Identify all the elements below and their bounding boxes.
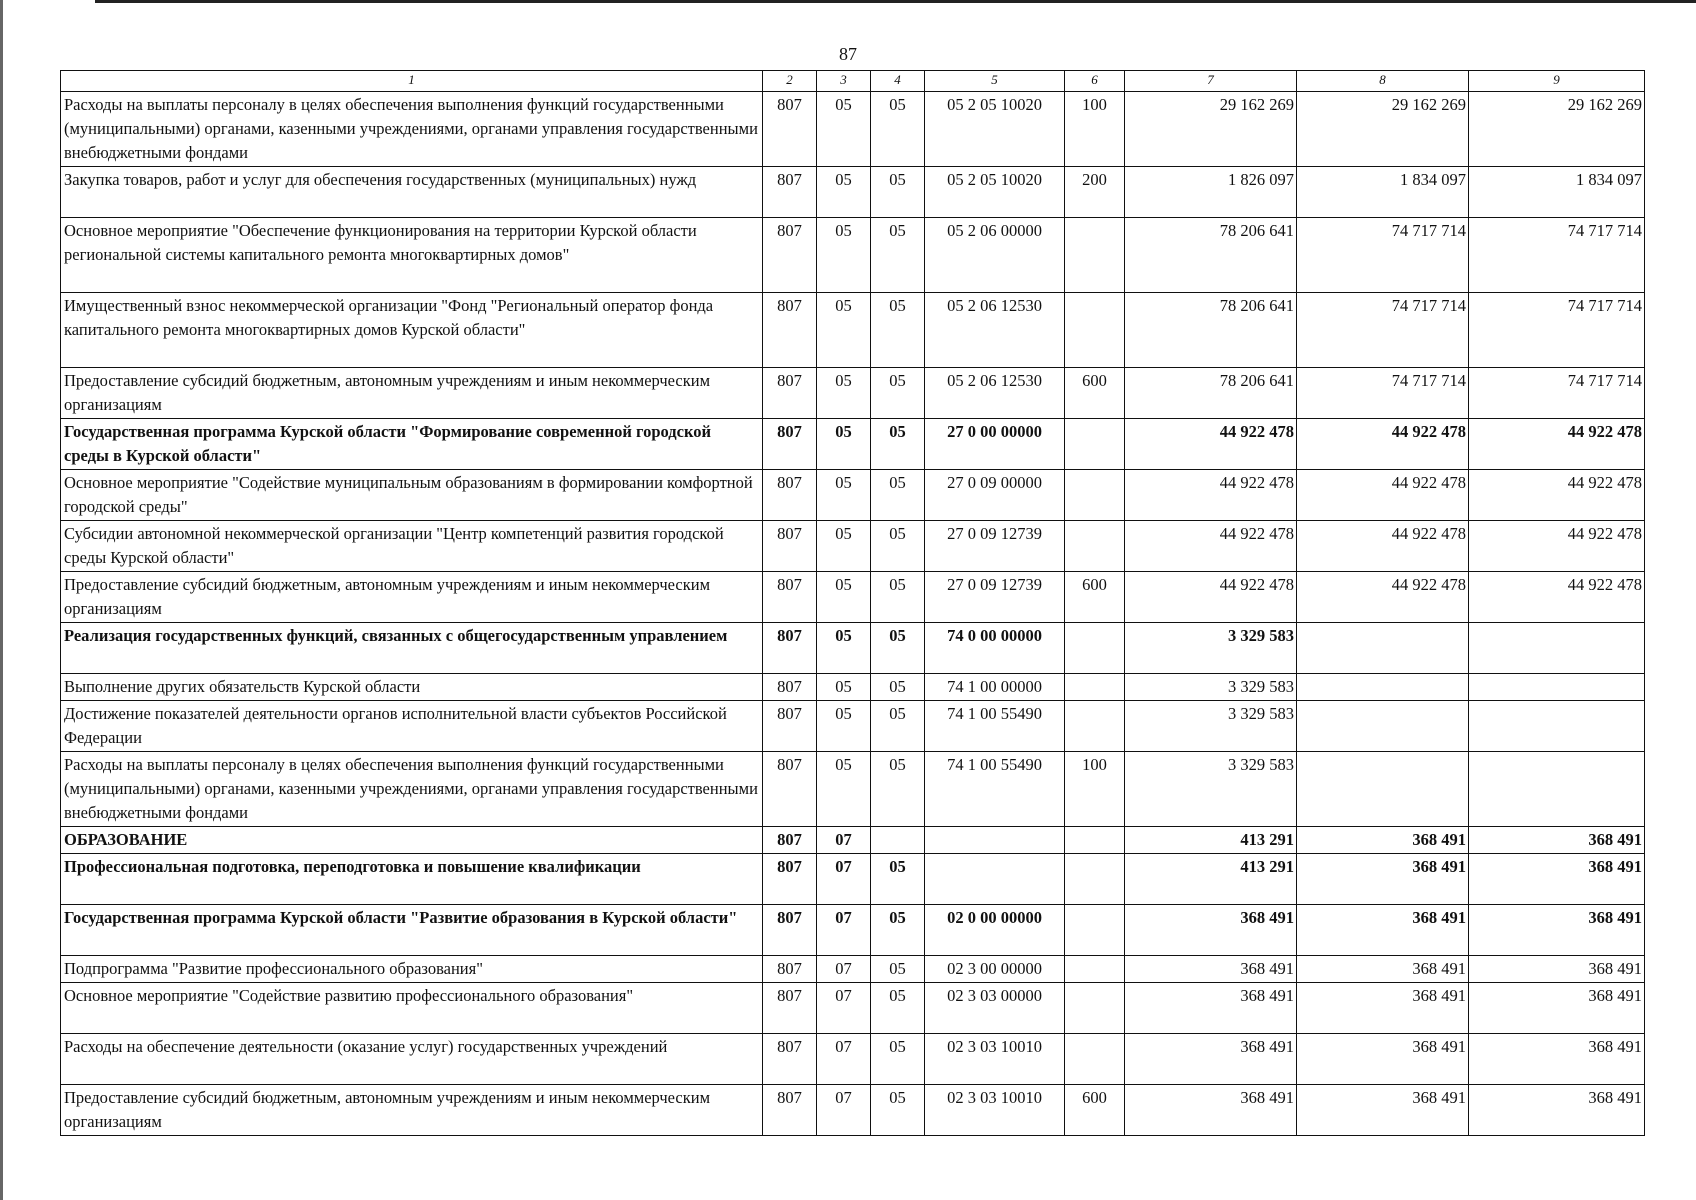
code-target-article-cell: 05 2 06 12530	[925, 368, 1065, 419]
code-ministry-cell: 807	[763, 1085, 817, 1136]
row-name-cell: Профессиональная подготовка, переподготовка и повышение квалификации	[61, 854, 763, 905]
code-subsection-cell: 05	[871, 92, 925, 167]
code-subsection-cell: 05	[871, 854, 925, 905]
amount-col7-cell: 413 291	[1125, 854, 1297, 905]
amount-col7-cell: 368 491	[1125, 983, 1297, 1034]
row-name-cell: Достижение показателей деятельности органов исполнительной власти субъектов Российской Федерации	[61, 701, 763, 752]
amount-col8-cell: 368 491	[1297, 827, 1469, 854]
column-number: 3	[817, 71, 871, 92]
code-section-cell: 05	[817, 293, 871, 368]
code-expense-type-cell: 200	[1065, 167, 1125, 218]
amount-col7-cell: 368 491	[1125, 1085, 1297, 1136]
code-target-article-cell: 27 0 09 00000	[925, 470, 1065, 521]
code-target-article-cell: 74 1 00 00000	[925, 674, 1065, 701]
amount-col9-cell: 44 922 478	[1469, 419, 1645, 470]
table-row	[61, 623, 1645, 674]
code-ministry-cell: 807	[763, 470, 817, 521]
amount-col7-cell: 3 329 583	[1125, 701, 1297, 752]
code-section-cell: 07	[817, 854, 871, 905]
amount-col7-cell: 1 826 097	[1125, 167, 1297, 218]
code-subsection-cell: 05	[871, 701, 925, 752]
code-expense-type-cell	[1065, 905, 1125, 956]
amount-col9-cell: 74 717 714	[1469, 368, 1645, 419]
code-subsection-cell: 05	[871, 419, 925, 470]
amount-col9-cell	[1469, 674, 1645, 701]
amount-col7-cell: 413 291	[1125, 827, 1297, 854]
amount-col7-cell: 44 922 478	[1125, 419, 1297, 470]
code-ministry-cell: 807	[763, 983, 817, 1034]
amount-col9-cell: 368 491	[1469, 827, 1645, 854]
amount-col9-cell	[1469, 701, 1645, 752]
code-section-cell: 05	[817, 701, 871, 752]
code-subsection-cell: 05	[871, 167, 925, 218]
code-ministry-cell: 807	[763, 368, 817, 419]
row-name-cell: Расходы на выплаты персоналу в целях обеспечения выполнения функций государственными (муниципальными) органами, казенными учреждениями, органами управления государственными внебюджетными фондами	[61, 92, 763, 167]
amount-col8-cell	[1297, 701, 1469, 752]
amount-col8-cell: 29 162 269	[1297, 92, 1469, 167]
code-ministry-cell: 807	[763, 293, 817, 368]
code-expense-type-cell	[1065, 674, 1125, 701]
amount-col9-cell	[1469, 623, 1645, 674]
left-border-line	[0, 0, 3, 1200]
amount-col8-cell: 44 922 478	[1297, 572, 1469, 623]
code-target-article-cell: 27 0 00 00000	[925, 419, 1065, 470]
code-subsection-cell: 05	[871, 521, 925, 572]
code-target-article-cell: 74 0 00 00000	[925, 623, 1065, 674]
code-section-cell: 07	[817, 827, 871, 854]
table-row	[61, 572, 1645, 623]
code-section-cell: 05	[817, 623, 871, 674]
column-number: 4	[871, 71, 925, 92]
code-ministry-cell: 807	[763, 623, 817, 674]
code-expense-type-cell	[1065, 218, 1125, 293]
amount-col9-cell: 368 491	[1469, 1085, 1645, 1136]
code-target-article-cell: 02 3 03 10010	[925, 1034, 1065, 1085]
amount-col7-cell: 368 491	[1125, 1034, 1297, 1085]
table-row	[61, 854, 1645, 905]
code-ministry-cell: 807	[763, 1034, 817, 1085]
code-ministry-cell: 807	[763, 905, 817, 956]
code-subsection-cell: 05	[871, 470, 925, 521]
code-ministry-cell: 807	[763, 572, 817, 623]
code-target-article-cell: 05 2 06 00000	[925, 218, 1065, 293]
amount-col7-cell: 78 206 641	[1125, 368, 1297, 419]
row-name-cell: Основное мероприятие "Обеспечение функционирования на территории Курской области региональной системы капитального ремонта многоквартирных домов"	[61, 218, 763, 293]
code-ministry-cell: 807	[763, 752, 817, 827]
code-expense-type-cell	[1065, 419, 1125, 470]
code-section-cell: 05	[817, 92, 871, 167]
row-name-cell: Закупка товаров, работ и услуг для обеспечения государственных (муниципальных) нужд	[61, 167, 763, 218]
table-row	[61, 470, 1645, 521]
top-border-line	[95, 0, 1696, 3]
code-subsection-cell: 05	[871, 218, 925, 293]
amount-col8-cell: 44 922 478	[1297, 521, 1469, 572]
amount-col7-cell: 44 922 478	[1125, 572, 1297, 623]
amount-col8-cell: 74 717 714	[1297, 368, 1469, 419]
code-section-cell: 07	[817, 983, 871, 1034]
code-section-cell: 07	[817, 1085, 871, 1136]
table-row	[61, 983, 1645, 1034]
code-expense-type-cell	[1065, 701, 1125, 752]
code-section-cell: 05	[817, 521, 871, 572]
amount-col9-cell: 368 491	[1469, 956, 1645, 983]
code-subsection-cell: 05	[871, 293, 925, 368]
code-target-article-cell: 74 1 00 55490	[925, 752, 1065, 827]
amount-col7-cell: 78 206 641	[1125, 218, 1297, 293]
amount-col9-cell: 368 491	[1469, 905, 1645, 956]
code-ministry-cell: 807	[763, 674, 817, 701]
table-row	[61, 1085, 1645, 1136]
code-ministry-cell: 807	[763, 827, 817, 854]
code-target-article-cell: 05 2 06 12530	[925, 293, 1065, 368]
code-target-article-cell: 02 3 03 00000	[925, 983, 1065, 1034]
code-section-cell: 05	[817, 674, 871, 701]
code-ministry-cell: 807	[763, 701, 817, 752]
amount-col9-cell: 368 491	[1469, 854, 1645, 905]
table-row	[61, 419, 1645, 470]
code-target-article-cell: 27 0 09 12739	[925, 572, 1065, 623]
amount-col9-cell: 44 922 478	[1469, 470, 1645, 521]
amount-col9-cell: 1 834 097	[1469, 167, 1645, 218]
amount-col7-cell: 44 922 478	[1125, 521, 1297, 572]
column-number: 2	[763, 71, 817, 92]
amount-col7-cell: 368 491	[1125, 956, 1297, 983]
page-number: 87	[839, 44, 857, 64]
amount-col9-cell: 368 491	[1469, 1034, 1645, 1085]
row-name-cell: Государственная программа Курской области "Развитие образования в Курской области"	[61, 905, 763, 956]
row-name-cell: Предоставление субсидий бюджетным, автономным учреждениям и иным некоммерческим организациям	[61, 572, 763, 623]
table-row	[61, 674, 1645, 701]
code-section-cell: 05	[817, 167, 871, 218]
code-section-cell: 05	[817, 419, 871, 470]
row-name-cell: Государственная программа Курской области "Формирование современной городской среды в Курской области"	[61, 419, 763, 470]
code-expense-type-cell: 100	[1065, 752, 1125, 827]
amount-col7-cell: 78 206 641	[1125, 293, 1297, 368]
amount-col7-cell: 44 922 478	[1125, 470, 1297, 521]
amount-col7-cell: 3 329 583	[1125, 623, 1297, 674]
column-number: 9	[1469, 71, 1645, 92]
amount-col8-cell: 1 834 097	[1297, 167, 1469, 218]
code-subsection-cell: 05	[871, 905, 925, 956]
code-subsection-cell: 05	[871, 1034, 925, 1085]
code-expense-type-cell: 600	[1065, 368, 1125, 419]
amount-col9-cell: 44 922 478	[1469, 521, 1645, 572]
code-subsection-cell: 05	[871, 572, 925, 623]
amount-col8-cell	[1297, 752, 1469, 827]
column-number: 7	[1125, 71, 1297, 92]
table-row	[61, 167, 1645, 218]
table-row	[61, 701, 1645, 752]
code-expense-type-cell	[1065, 1034, 1125, 1085]
code-subsection-cell: 05	[871, 674, 925, 701]
code-target-article-cell: 02 0 00 00000	[925, 905, 1065, 956]
amount-col7-cell: 3 329 583	[1125, 752, 1297, 827]
code-section-cell: 05	[817, 572, 871, 623]
code-expense-type-cell	[1065, 521, 1125, 572]
code-section-cell: 05	[817, 752, 871, 827]
amount-col8-cell: 368 491	[1297, 1034, 1469, 1085]
row-name-cell: ОБРАЗОВАНИЕ	[61, 827, 763, 854]
row-name-cell: Основное мероприятие "Содействие развитию профессионального образования"	[61, 983, 763, 1034]
row-name-cell: Имущественный взнос некоммерческой организации "Фонд "Региональный оператор фонда капитального ремонта многоквартирных домов Курской области"	[61, 293, 763, 368]
row-name-cell: Реализация государственных функций, связанных с общегосударственным управлением	[61, 623, 763, 674]
table-row	[61, 827, 1645, 854]
code-ministry-cell: 807	[763, 167, 817, 218]
code-expense-type-cell	[1065, 470, 1125, 521]
code-section-cell: 05	[817, 218, 871, 293]
code-target-article-cell: 02 3 03 10010	[925, 1085, 1065, 1136]
code-expense-type-cell	[1065, 293, 1125, 368]
amount-col9-cell: 74 717 714	[1469, 218, 1645, 293]
table-row	[61, 368, 1645, 419]
code-ministry-cell: 807	[763, 218, 817, 293]
code-section-cell: 05	[817, 470, 871, 521]
amount-col9-cell: 368 491	[1469, 983, 1645, 1034]
code-section-cell: 07	[817, 1034, 871, 1085]
column-number: 5	[925, 71, 1065, 92]
amount-col9-cell: 29 162 269	[1469, 92, 1645, 167]
amount-col8-cell: 368 491	[1297, 956, 1469, 983]
table-row	[61, 521, 1645, 572]
row-name-cell: Основное мероприятие "Содействие муниципальным образованиям в формировании комфортной городской среды"	[61, 470, 763, 521]
table-row	[61, 956, 1645, 983]
code-subsection-cell: 05	[871, 752, 925, 827]
code-target-article-cell: 02 3 00 00000	[925, 956, 1065, 983]
code-ministry-cell: 807	[763, 92, 817, 167]
code-subsection-cell: 05	[871, 983, 925, 1034]
column-number: 6	[1065, 71, 1125, 92]
amount-col8-cell: 368 491	[1297, 1085, 1469, 1136]
budget-table	[60, 70, 1645, 1136]
amount-col8-cell: 44 922 478	[1297, 419, 1469, 470]
table-row	[61, 218, 1645, 293]
table-row	[61, 752, 1645, 827]
code-ministry-cell: 807	[763, 419, 817, 470]
code-ministry-cell: 807	[763, 854, 817, 905]
amount-col8-cell: 368 491	[1297, 905, 1469, 956]
code-expense-type-cell	[1065, 983, 1125, 1034]
code-subsection-cell: 05	[871, 623, 925, 674]
amount-col7-cell: 29 162 269	[1125, 92, 1297, 167]
code-ministry-cell: 807	[763, 521, 817, 572]
row-name-cell: Расходы на выплаты персоналу в целях обеспечения выполнения функций государственными (муниципальными) органами, казенными учреждениями, органами управления государственными внебюджетными фондами	[61, 752, 763, 827]
amount-col8-cell: 368 491	[1297, 983, 1469, 1034]
code-ministry-cell: 807	[763, 956, 817, 983]
code-expense-type-cell: 600	[1065, 572, 1125, 623]
row-name-cell: Предоставление субсидий бюджетным, автономным учреждениям и иным некоммерческим организациям	[61, 368, 763, 419]
amount-col9-cell: 44 922 478	[1469, 572, 1645, 623]
code-target-article-cell: 74 1 00 55490	[925, 701, 1065, 752]
column-number: 8	[1297, 71, 1469, 92]
code-target-article-cell	[925, 854, 1065, 905]
code-section-cell: 07	[817, 956, 871, 983]
code-subsection-cell	[871, 827, 925, 854]
column-number: 1	[61, 71, 763, 92]
row-name-cell: Субсидии автономной некоммерческой организации "Центр компетенций развития городской среды Курской области"	[61, 521, 763, 572]
code-subsection-cell: 05	[871, 956, 925, 983]
amount-col8-cell: 368 491	[1297, 854, 1469, 905]
code-expense-type-cell	[1065, 623, 1125, 674]
amount-col7-cell: 3 329 583	[1125, 674, 1297, 701]
code-subsection-cell: 05	[871, 1085, 925, 1136]
code-target-article-cell: 27 0 09 12739	[925, 521, 1065, 572]
code-section-cell: 05	[817, 368, 871, 419]
amount-col7-cell: 368 491	[1125, 905, 1297, 956]
amount-col8-cell: 74 717 714	[1297, 218, 1469, 293]
code-expense-type-cell	[1065, 827, 1125, 854]
row-name-cell: Расходы на обеспечение деятельности (оказание услуг) государственных учреждений	[61, 1034, 763, 1085]
row-name-cell: Предоставление субсидий бюджетным, автономным учреждениям и иным некоммерческим организациям	[61, 1085, 763, 1136]
amount-col9-cell: 74 717 714	[1469, 293, 1645, 368]
amount-col9-cell	[1469, 752, 1645, 827]
amount-col8-cell	[1297, 674, 1469, 701]
code-target-article-cell: 05 2 05 10020	[925, 167, 1065, 218]
table-row	[61, 905, 1645, 956]
amount-col8-cell	[1297, 623, 1469, 674]
table-row	[61, 92, 1645, 167]
row-name-cell: Выполнение других обязательств Курской области	[61, 674, 763, 701]
row-name-cell: Подпрограмма "Развитие профессионального образования"	[61, 956, 763, 983]
code-subsection-cell: 05	[871, 368, 925, 419]
amount-col8-cell: 74 717 714	[1297, 293, 1469, 368]
table-row	[61, 1034, 1645, 1085]
code-expense-type-cell	[1065, 956, 1125, 983]
column-number-row	[61, 71, 1645, 92]
code-section-cell: 07	[817, 905, 871, 956]
code-expense-type-cell: 100	[1065, 92, 1125, 167]
code-expense-type-cell: 600	[1065, 1085, 1125, 1136]
code-target-article-cell: 05 2 05 10020	[925, 92, 1065, 167]
table-row	[61, 293, 1645, 368]
code-expense-type-cell	[1065, 854, 1125, 905]
amount-col8-cell: 44 922 478	[1297, 470, 1469, 521]
code-target-article-cell	[925, 827, 1065, 854]
